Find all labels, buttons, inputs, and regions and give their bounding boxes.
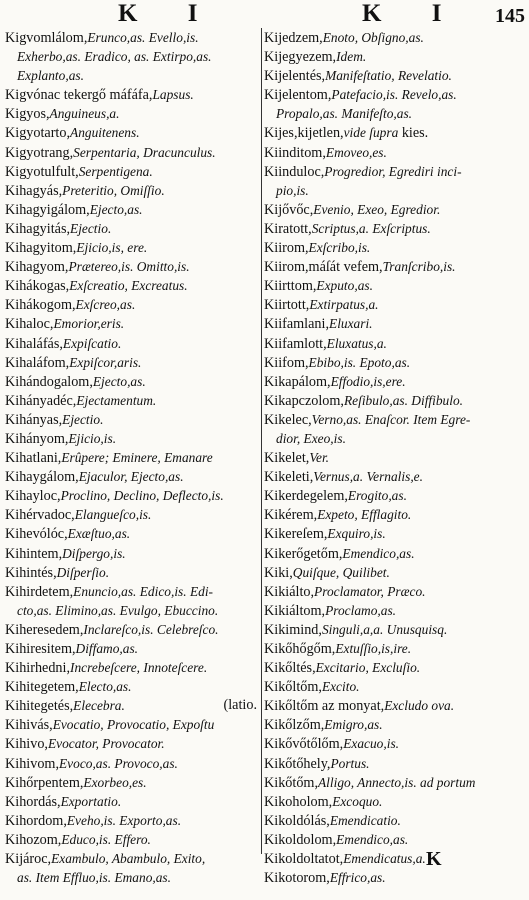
dictionary-entry-line [5,295,261,314]
dictionary-entry-line [5,524,261,543]
entry-latin-gloss: Enoto, Obſigno,as. [322,30,424,45]
entry-latin-gloss: Exſcribo,is. [308,240,371,256]
entry-headword: Kijelentés, [264,68,326,85]
entry-latin-gloss: Singuli,a,a. Unusquisq. [321,621,448,637]
entry-headword: Kikelec, [264,411,312,428]
entry-headword: Kiirom,máſát vefem, [264,259,383,276]
entry-headword: Kikőlzőm, [264,717,325,734]
entry-headword: Kihérvadoc, [5,507,75,524]
entry-headword: Kihaygálom, [5,469,79,486]
dictionary-entry-line [264,849,526,868]
entry-headword: Kihányas, [5,411,63,428]
entry-latin-gloss: Idem. [336,49,367,65]
entry-latin-gloss: Progredior, Egrediri inci- [324,163,462,179]
dictionary-entry-line [264,792,526,811]
entry-headword: Kiheresedem, [5,621,84,638]
entry-headword: Kihagyás, [5,182,63,199]
dictionary-entry-line [264,295,526,314]
dictionary-entry-line [264,47,526,66]
dictionary-entry-line [264,505,526,524]
entry-headword: Kihitegetem, [5,679,79,696]
entry-latin-gloss: as. Item Effluo,is. Emano,as. [17,870,171,886]
entry-headword: Kiirttom, [264,278,317,295]
dictionary-entry-line [5,754,261,773]
dictionary-entry-line [264,868,526,887]
entry-latin-gloss: Prætereo,is. Omitto,is. [68,259,190,275]
entry-headword: Kikiáltom, [264,602,326,619]
entry-latin-gloss: cto,as. Elimino,as. Evulgo, Ebuccino. [17,602,219,618]
entry-latin-gloss: Exquiro,is. [327,526,386,542]
catchword: K [426,848,442,870]
entry-headword: Kihiresitem, [5,641,76,657]
entry-latin-gloss: Exacuo,is. [343,736,399,752]
dictionary-entry-line [5,467,261,486]
entry-headword: Kikapczolom, [264,392,344,409]
dictionary-entry-line [5,162,261,181]
entry-latin-gloss: Erunco,as. Evello,is. [87,30,199,45]
dictionary-entry-line [264,334,526,353]
entry-latin-gloss: Evoco,as. Provoco,as. [59,755,178,771]
entry-latin-gloss: Ejecto,as. [92,373,146,389]
entry-headword: Kiinditom, [264,144,326,161]
right-column [264,28,526,887]
entry-headword: Kihagyitás, [5,220,71,237]
entry-headword: Kihaláfom, [5,354,70,371]
dictionary-entry-line [5,830,261,849]
dictionary-entry-line [5,734,261,753]
entry-latin-gloss: Anguitenens. [70,125,140,141]
entry-latin-gloss: Patefacio,is. Revelo,as. [331,87,457,103]
entry-headword: Kiratott, [264,220,312,237]
entry-latin-gloss: Exſcreo,as. [75,297,136,313]
entry-latin-gloss: Manifeſtatio, Revelatio. [325,68,452,84]
dictionary-entry-line [264,715,526,734]
dictionary-entry-line [5,143,261,162]
entry-latin-gloss: Diſpergo,is. [62,545,126,561]
entry-latin-gloss: Propalo,as. Manifeſto,as. [276,106,413,122]
dictionary-entry-line [5,372,261,391]
dictionary-entry-line [5,696,261,715]
entry-latin-gloss: Increbeſcere, Innoteſcere. [70,660,208,676]
entry-latin-gloss: Evocator, Provocator. [47,736,165,752]
dictionary-entry-line [5,47,261,66]
dictionary-entry-line [264,677,526,696]
entry-latin-gloss: Ejicio,is, ere. [76,240,148,256]
dictionary-entry-line [264,563,526,582]
entry-latin-gloss: Emoveo,es. [325,144,387,160]
dictionary-entry-line [5,28,261,47]
dictionary-entry-line [5,486,261,505]
entry-latin-gloss: Diſperſio. [56,564,110,580]
entry-latin-gloss: Elecebra. [73,698,125,714]
entry-headword: Kijelentom, [264,87,332,104]
dictionary-entry-line [5,505,261,524]
dictionary-entry-line [264,200,526,219]
entry-headword: Kiki, [264,564,293,581]
page-number: 145 [495,5,525,27]
entry-headword: Kiifom, [264,354,309,371]
dictionary-entry-line [5,620,261,639]
dictionary-entry-line [5,715,261,734]
entry-headword: Kihitegetés, [5,698,74,715]
dictionary-entry-line [264,181,526,200]
entry-latin-gloss: Serpentigena. [78,163,153,179]
entry-latin-gloss: Effodio,is,ere. [330,373,406,389]
entry-latin-gloss: Evocatio, Provocatio, Expoſtu [52,717,215,733]
dictionary-entry-line [264,238,526,257]
dictionary-entry-line [5,792,261,811]
entry-headword: Kihirdetem, [5,583,74,600]
dictionary-entry-line [5,563,261,582]
entry-headword: Kijedzem, [264,30,323,46]
dictionary-entry-line [264,639,526,658]
dictionary-entry-line [5,677,261,696]
dictionary-entry-line [264,257,526,276]
entry-latin-gloss: Ejaculor, Ejecto,as. [78,469,184,485]
dictionary-entry-line [264,601,526,620]
dictionary-entry-line [264,143,526,162]
entry-headword: Kikoldoltatot, [264,851,344,868]
entry-headword: Kikiálto, [264,583,315,600]
entry-headword: Kigyotulfult, [5,163,79,180]
entry-headword: Kihaláfás, [5,335,63,352]
dictionary-entry-line [264,104,526,123]
dictionary-entry-line [264,391,526,410]
dictionary-entry-line [5,868,261,887]
dictionary-entry-line [5,314,261,333]
entry-headword: Kihákogom, [5,297,76,314]
entry-headword: Kikoldólás, [264,812,330,829]
entry-latin-gloss: Scriptus,a. Exſcriptus. [311,220,431,236]
entry-latin-gloss: Lapsus. [152,87,194,103]
dictionary-entry-line [264,162,526,181]
entry-headword: Kikőtőhely, [264,755,331,772]
entry-latin-gloss: Enuncio,as. Edico,is. Edi- [73,583,214,599]
entry-headword: Kikoholom, [264,793,333,810]
dictionary-entry-line [264,544,526,563]
dictionary-entry-line [5,544,261,563]
entry-latin-gloss: Ebibo,is. Epoto,as. [308,354,411,370]
entry-latin-gloss: vide ſupra [343,125,399,141]
entry-headword: Kihányom, [5,430,69,447]
entry-latin-gloss: Excludo ova. [384,698,455,714]
entry-latin-gloss: Preteritio, Omiſſio. [62,182,165,198]
entry-headword: Kikeleti, [264,469,314,486]
entry-headword: Kihirhedni, [5,660,71,677]
entry-headword: Kihivo, [5,736,48,753]
entry-latin-gloss: pio,is. [276,182,309,198]
entry-headword: Kikőltőm az monyat, [264,698,385,715]
entry-latin-gloss: dior, Exeo,is. [276,430,346,446]
dictionary-entry-line [264,123,526,142]
entry-headword: Kikoldolom, [264,831,337,848]
entry-headword: Kigvónac tekergő máfáfa, [5,87,153,104]
entry-headword: Kihevólóc, [5,526,68,543]
entry-headword: Kikapálom, [264,373,331,390]
entry-latin-gloss: Proclamo,as. [325,602,397,618]
entry-headword: Kigyos, [5,106,50,123]
dictionary-entry-line [5,429,261,448]
entry-headword: Kikőhőgőm, [264,641,336,657]
entry-latin-gloss: Ver. [309,450,330,466]
entry-headword: Kihányadéc, [5,392,77,409]
entry-headword: Kikerdegelem, [264,488,348,505]
dictionary-entry-line [5,448,261,467]
entry-latin-gloss: Exambulo, Abambulo, Exito, [51,851,206,867]
dictionary-entry-line [5,334,261,353]
dictionary-entry-line [264,467,526,486]
entry-latin-gloss: Alligo, Annecto,is. ad portum [318,774,476,790]
entry-latin-gloss: Emendico,as. [342,545,415,561]
dictionary-entry-line [264,353,526,372]
entry-headword: Kijegyezem, [264,49,337,66]
dictionary-entry-line [264,620,526,639]
dictionary-entry-line [264,811,526,830]
entry-latin-gloss: Excoquo. [332,793,383,809]
entry-latin-gloss: Extuſſio,is,ire. [335,641,412,656]
entry-headword: Kihintem, [5,545,63,562]
dictionary-entry-line [264,85,526,104]
entry-headword: Kikőtőm, [264,774,318,791]
entry-latin-gloss: Emendicatus,a. [343,851,426,867]
dictionary-entry-line [5,219,261,238]
entry-headword: Kiinduloc, [264,163,325,180]
entry-latin-gloss: Excito. [321,679,360,695]
entry-latin-gloss: Explanto,as. [17,68,84,84]
dictionary-entry-line [5,773,261,792]
entry-headword: Kigyotrang, [5,144,74,161]
dictionary-entry-line [5,639,261,658]
entry-latin-gloss: Diffamo,as. [75,641,139,656]
entry-latin-gloss: Emendicatio. [329,812,401,828]
entry-headword: Kijároc, [5,851,52,868]
dictionary-entry-line [5,582,261,601]
dictionary-entry-line [5,123,261,142]
dictionary-entry-line [5,238,261,257]
dictionary-entry-line [264,372,526,391]
dictionary-entry-line [264,773,526,792]
entry-latin-gloss: Emorior,eris. [53,316,125,332]
entry-latin-gloss: Exæſtuo,as. [67,526,131,542]
entry-latin-gloss: Extirpatus,a. [309,297,379,313]
dictionary-entry-line [5,391,261,410]
dictionary-entry-line [5,85,261,104]
dictionary-entry-line [264,219,526,238]
entry-headword: Kiifamlott, [264,335,327,352]
entry-latin-gloss: Emendico,as. [336,831,409,847]
entry-latin-gloss: Verno,as. Enaſcor. Item Egre- [311,411,471,427]
dictionary-entry-line [264,486,526,505]
entry-headword: Kihagyigálom, [5,201,90,218]
entry-latin-gloss: Emigro,as. [324,717,383,733]
entry-latin-gloss: Eveho,is. Exporto,as. [66,812,182,828]
dictionary-entry-line [264,314,526,333]
dictionary-entry-line [264,448,526,467]
entry-latin-gloss: Electo,as. [78,679,132,695]
dictionary-entry-line [264,524,526,543]
entry-latin-gloss: Ejicio,is. [68,430,117,446]
entry-latin-gloss: Eluxari. [329,316,373,332]
entry-headword: Kihőrpentem, [5,774,84,791]
entry-latin-gloss: Erûpere; Eminere, Emanare [61,450,213,466]
entry-headword: Kiifamlani, [264,316,330,333]
entry-tail-text: (latio. [223,697,257,714]
entry-headword: Kikereſem, [264,526,328,543]
running-header [0,2,529,28]
entry-latin-gloss: Exportatio. [60,793,122,809]
left-column [5,28,262,886]
entry-latin-gloss: Expiſcor,aris. [69,354,142,370]
entry-latin-gloss: Erogito,as. [347,488,407,504]
entry-latin-gloss: Effrico,as. [329,870,386,886]
dictionary-entry-line [5,257,261,276]
entry-latin-gloss: Elangueſco,is. [74,507,152,523]
entry-headword: Kikérem, [264,507,318,524]
entry-latin-gloss: Exſcreatio, Excreatus. [69,278,188,294]
entry-latin-gloss: Reſibulo,as. Diffibulo. [343,392,464,408]
entry-headword: Kihákogas, [5,278,70,295]
dictionary-entry-line [5,410,261,429]
entry-latin-gloss: Ejectio. [70,220,112,236]
dictionary-entry-line [264,658,526,677]
entry-latin-gloss: Ejectio. [62,411,104,427]
dictionary-entry-line [5,200,261,219]
dictionary-entry-line [264,28,526,47]
entry-latin-gloss: Anguineus,a. [49,106,120,122]
dictionary-entry-line [5,353,261,372]
dictionary-entry-line [264,429,526,448]
entry-latin-gloss: Educo,is. Effero. [61,831,151,847]
entry-headword: Kigyotarto, [5,125,71,142]
dictionary-entry-line [5,601,261,620]
entry-headword: Kihayloc, [5,488,61,505]
entry-tail-text: kies. [398,125,429,142]
dictionary-entry-line [264,582,526,601]
entry-headword: Kihagyom, [5,259,69,276]
dictionary-entry-line [5,181,261,200]
entry-latin-gloss: Exherbo,as. Eradico, as. Extirpo,as. [17,49,212,65]
entry-headword: Kikőltés, [264,660,316,677]
entry-headword: Kihordás, [5,793,61,810]
entry-latin-gloss: Exputo,as. [316,278,373,294]
dictionary-entry-line [264,734,526,753]
entry-headword: Kiirtott, [264,297,310,314]
entry-latin-gloss: Quiſque, Quilibet. [292,564,390,580]
dictionary-entry-line [5,104,261,123]
entry-headword: Kikelet, [264,450,310,467]
entry-latin-gloss: Vernus,a. Vernalis,e. [313,469,423,485]
dictionary-entry-line [264,754,526,773]
dictionary-entry-line [5,276,261,295]
entry-headword: Kihivás, [5,717,53,734]
entry-headword: Kihagyitom, [5,240,77,257]
entry-latin-gloss: Serpentaria, Dracunculus. [73,144,216,160]
entry-headword: Kihivom, [5,755,59,772]
entry-headword: Kihintés, [5,564,57,581]
dictionary-entry-line [5,849,261,868]
entry-latin-gloss: Proclamator, Præco. [314,583,426,599]
entry-latin-gloss: Ejectamentum. [76,392,157,408]
dictionary-entry-line [5,811,261,830]
dictionary-entry-line [264,276,526,295]
entry-headword: Kiirom, [264,240,309,257]
entry-headword: Kihozom, [5,831,62,848]
entry-headword: Kikővőtőlőm, [264,736,344,753]
entry-headword: Kihaloc, [5,316,54,333]
entry-latin-gloss: Ejecto,as. [89,201,143,217]
dictionary-entry-line [264,410,526,429]
entry-latin-gloss: Eluxatus,a. [326,335,387,351]
dictionary-entry-line [264,830,526,849]
header-right-letters: K I [362,0,464,27]
entry-latin-gloss: Exorbeo,es. [83,774,147,790]
entry-headword: Kigvomlálom, [5,30,88,46]
header-left-letters: K I [118,0,220,27]
entry-latin-gloss: Evenio, Exeo, Egredior. [313,201,441,217]
entry-latin-gloss: Inclareſco,is. Celebreſco. [83,621,219,637]
entry-headword: Kikerőgetőm, [264,545,343,562]
entry-headword: Kikimind, [264,621,322,638]
entry-latin-gloss: Expeto, Efflagito. [317,507,412,523]
dictionary-entry-line [5,658,261,677]
entry-latin-gloss: Excitario, Excluſio. [315,660,421,676]
entry-headword: Kijes,kijetlen, [264,125,344,142]
entry-latin-gloss: Portus. [330,755,370,771]
dictionary-entry-line [5,66,261,85]
dictionary-entry-line [264,696,526,715]
entry-headword: Kihordom, [5,812,67,829]
dictionary-entry-line [264,66,526,85]
entry-headword: Kijővőc, [264,201,314,218]
entry-latin-gloss: Tranſcribo,is. [382,259,456,275]
entry-headword: Kikőltőm, [264,679,322,696]
entry-latin-gloss: Expiſcatio. [62,335,122,351]
entry-headword: Kihándogalom, [5,373,93,390]
entry-headword: Kihatlani, [5,450,62,467]
entry-headword: Kikotorom, [264,870,330,887]
entry-latin-gloss: Proclino, Declino, Deflecto,is. [60,488,224,504]
